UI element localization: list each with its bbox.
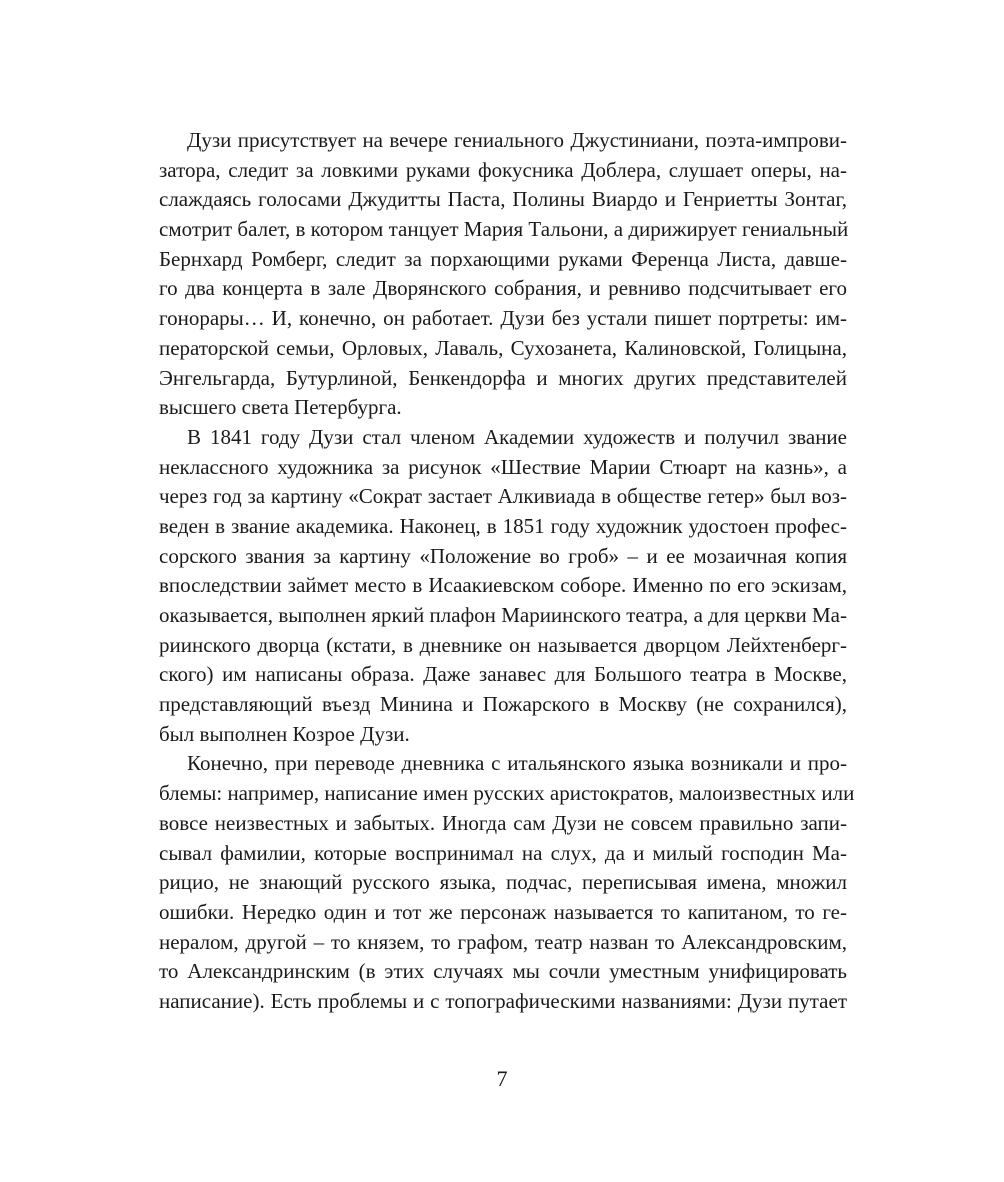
text-line: то Александринским (в этих случаях мы сочли уместным унифицировать <box>159 959 847 984</box>
text-line: нералом, другой – то князем, то графом, театр назван то Александровским, <box>159 929 847 954</box>
text-line: го два концерта в зале Дворянского собрания, и ревниво подсчитывает его <box>159 276 847 301</box>
text-line: через год за картину «Сократ застает Алкивиада в обществе гетер» был воз- <box>159 484 847 509</box>
text-line: веден в звание академика. Наконец, в 1851 году художник удостоен профес- <box>159 513 847 538</box>
text-line: ператорской семьи, Орловых, Лаваль, Сухозанета, Калиновской, Голицына, <box>159 335 847 360</box>
text-line: представляющий въезд Минина и Пожарского в Москву (не сохранился), <box>159 692 847 717</box>
body-text <box>159 126 855 1017</box>
text-line: впоследствии займет место в Исаакиевском соборе. Именно по его эскизам, <box>159 573 847 598</box>
paragraph-2 <box>159 423 847 750</box>
text-line: сывал фамилии, которые воспринимал на слух, да и милый господин Ма- <box>159 840 847 865</box>
text-line: Бернхард Ромберг, следит за порхающими руками Ференца Листа, давше- <box>159 246 847 271</box>
text-line: Дузи присутствует на вечере гениального Джустиниани, поэта-импрови- <box>187 128 847 152</box>
text-line: риинского дворца (кстати, в дневнике он называется дворцом Лейхтенберг- <box>159 632 847 657</box>
text-line: Энгельгарда, Бутурлиной, Бенкендорфа и многих других представителей <box>159 365 847 390</box>
text-line: рицио, не знающий русского языка, подчас, переписывая имена, множил <box>159 870 847 895</box>
text-line: неклассного художника за рисунок «Шествие Марии Стюарт на казнь», а <box>159 454 847 479</box>
text-line: слаждаясь голосами Джудитты Паста, Полины Виардо и Генриетты Зонтаг, <box>159 187 847 212</box>
paragraph-1 <box>159 126 847 423</box>
text-line: оказывается, выполнен яркий плафон Мариинского театра, а для церкви Ма- <box>159 603 847 627</box>
text-line: блемы: например, написание имен русских аристократов, малоизвестных или <box>159 781 855 806</box>
text-line: гонорары… И, конечно, он работает. Дузи без устали пишет портреты: им- <box>159 306 847 331</box>
page-number: 7 <box>496 1066 508 1091</box>
text-line: В 1841 году Дузи стал членом Академии художеств и получил звание <box>187 424 847 449</box>
text-line: был выполнен Козрое Дузи. <box>159 721 410 746</box>
text-line: ского) им написаны образа. Даже занавес для Большого театра в Москве, <box>159 662 847 687</box>
text-line: ошибки. Нередко один и тот же персонаж называется то капитаном, то ге- <box>159 899 847 924</box>
text-line: смотрит балет, в котором танцует Мария Тальони, а дирижирует гениальный <box>159 217 849 242</box>
text-line: сорского звания за картину «Положение во гроб» – и ее мозаичная копия <box>159 543 847 568</box>
text-line: написание). Есть проблемы и с топографическими названиями: Дузи путает <box>159 988 847 1013</box>
text-line: Конечно, при переводе дневника с итальянского языка возникали и про- <box>187 751 847 776</box>
text-line: затора, следит за ловкими руками фокусника Доблера, слушает оперы, на- <box>159 157 847 182</box>
text-line: высшего света Петербурга. <box>159 395 402 420</box>
paragraph-3 <box>159 749 855 1016</box>
text-line: вовсе неизвестных и забытых. Иногда сам Дузи не совсем правильно запи- <box>159 810 847 835</box>
